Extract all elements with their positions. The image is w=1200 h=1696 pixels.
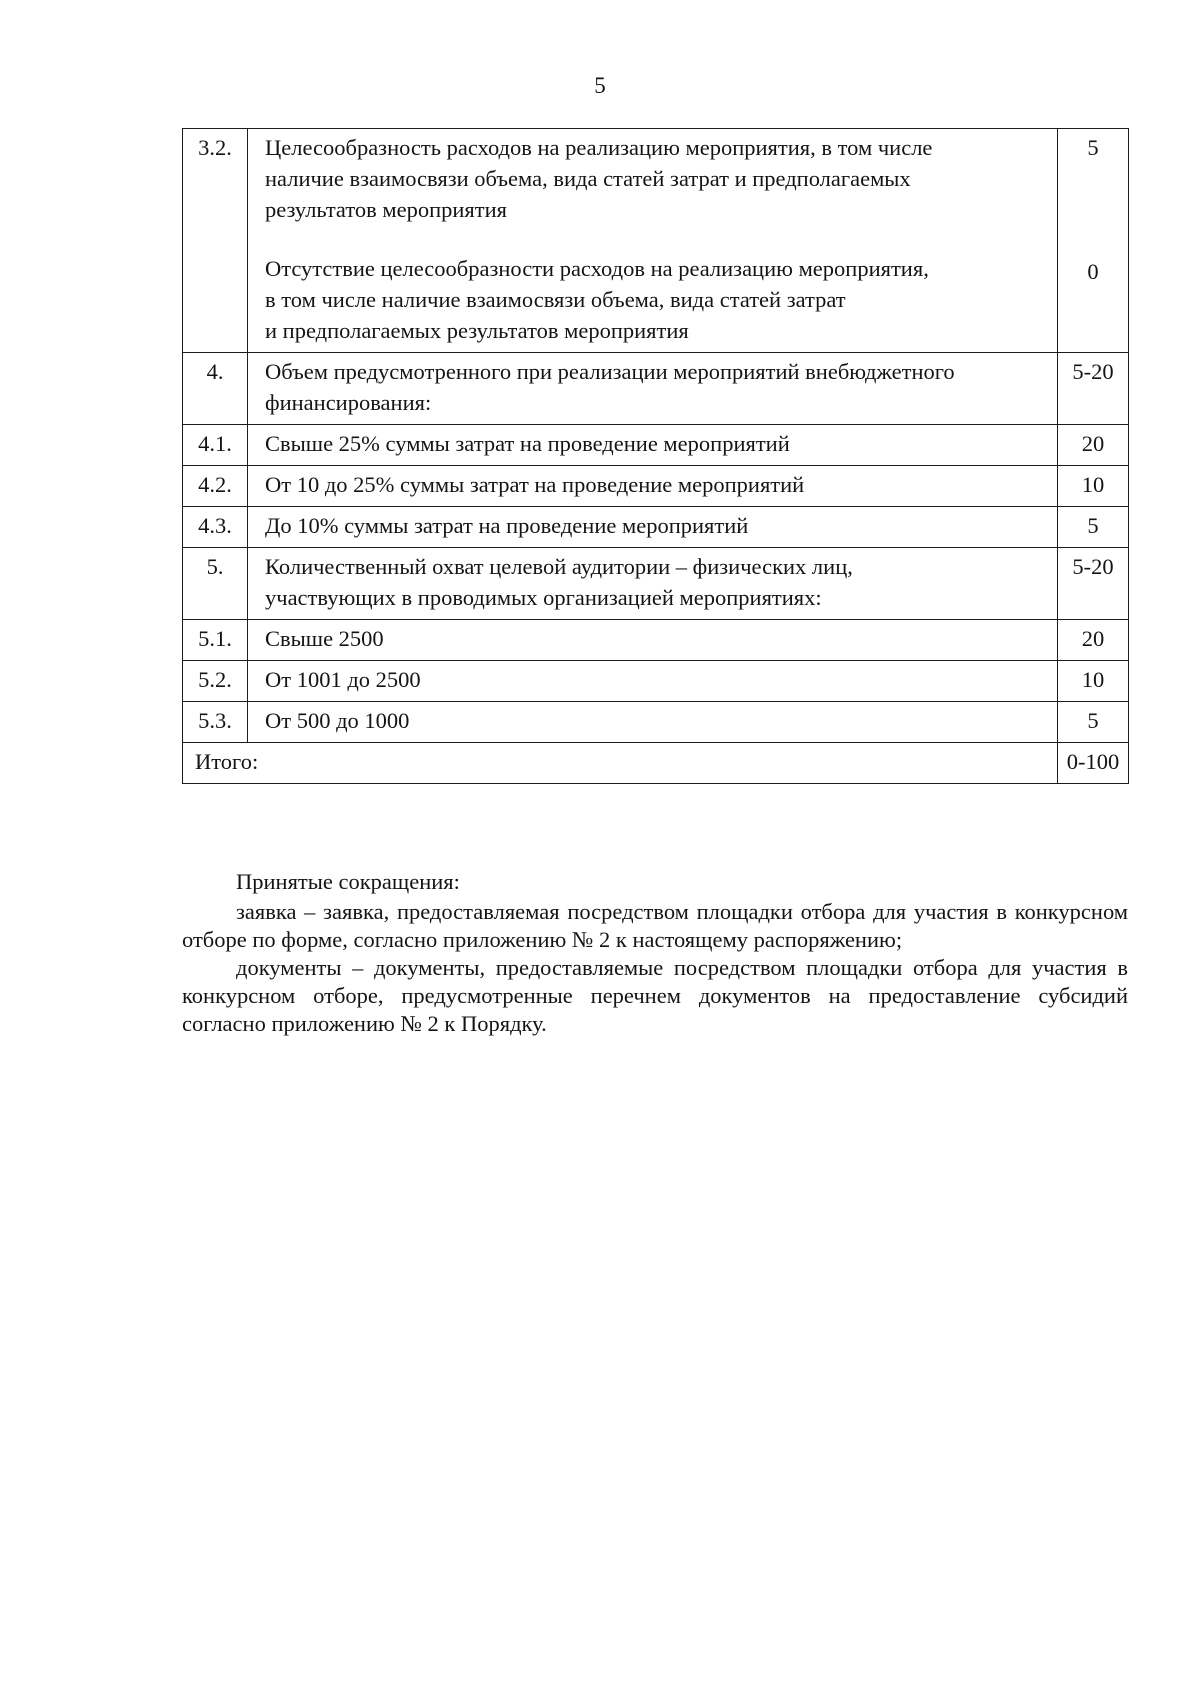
- row-text-line: участвующих в проводимых организацией мероприятиях:: [265, 585, 822, 610]
- row-subtext-line: Отсутствие целесообразности расходов на реализацию мероприятия,: [265, 256, 929, 281]
- abbreviations-section: [182, 868, 1128, 1038]
- row-score: 5-20: [1058, 353, 1129, 425]
- row-number: 5.3.: [183, 702, 248, 743]
- row-text-line: Объем предусмотренного при реализации мероприятий внебюджетного: [265, 359, 955, 384]
- row-number: 4.2.: [183, 466, 248, 507]
- row-number: 4.: [183, 353, 248, 425]
- row-text-line: наличие взаимосвязи объема, вида статей затрат и предполагаемых: [265, 166, 911, 191]
- row-text: Свыше 2500: [248, 620, 1058, 661]
- total-row: [183, 743, 1129, 784]
- abbreviations-heading: Принятые сокращения:: [236, 869, 460, 894]
- row-text-line: финансирования:: [265, 390, 432, 415]
- row-subtext-line: и предполагаемых результатов мероприятия: [265, 318, 689, 343]
- row-text: [248, 353, 1058, 425]
- row-score: 10: [1058, 661, 1129, 702]
- row-number: 5.2.: [183, 661, 248, 702]
- row-text-line: Целесообразность расходов на реализацию мероприятия, в том числе: [265, 135, 933, 160]
- total-score: 0-100: [1058, 743, 1129, 784]
- row-score: 5: [1058, 507, 1129, 548]
- row-text-line: результатов мероприятия: [265, 197, 507, 222]
- table-row: [183, 425, 1129, 466]
- row-score: 10: [1058, 466, 1129, 507]
- row-number: 5.1.: [183, 620, 248, 661]
- row-subtext-line: в том числе наличие взаимосвязи объема, вида статей затрат: [265, 287, 846, 312]
- row-text: Свыше 25% суммы затрат на проведение мероприятий: [248, 425, 1058, 466]
- table-row: [183, 129, 1129, 353]
- score-value: 5: [1087, 135, 1099, 160]
- row-score: 20: [1058, 425, 1129, 466]
- abbreviation-paragraph: заявка – заявка, предоставляемая посредством площадки отбора для участия в конкурсном отборе по форме, согласно приложению № 2 к настоящему распоряжению;: [182, 899, 1128, 952]
- row-text: До 10% суммы затрат на проведение мероприятий: [248, 507, 1058, 548]
- row-number: 4.3.: [183, 507, 248, 548]
- row-number: 3.2.: [183, 129, 248, 353]
- row-text-line: Количественный охват целевой аудитории – физических лиц,: [265, 554, 853, 579]
- table-row: [183, 507, 1129, 548]
- row-score: 5-20: [1058, 548, 1129, 620]
- abbreviation-paragraph: документы – документы, предоставляемые посредством площадки отбора для участия в конкурсном отборе, предусмотренные перечнем документов на предоставление субсидий согласно приложению № 2 к Порядку.: [182, 955, 1128, 1036]
- total-label: Итого:: [183, 743, 1058, 784]
- sub-score-value: 0: [1087, 259, 1099, 284]
- row-score: 20: [1058, 620, 1129, 661]
- table-row: [183, 548, 1129, 620]
- row-number: 4.1.: [183, 425, 248, 466]
- table-row: [183, 466, 1129, 507]
- table-row: [183, 353, 1129, 425]
- row-text: От 500 до 1000: [248, 702, 1058, 743]
- table-row: [183, 661, 1129, 702]
- row-text: [248, 129, 1058, 353]
- row-text: От 1001 до 2500: [248, 661, 1058, 702]
- row-score: [1058, 129, 1129, 353]
- page-number: 5: [594, 73, 606, 98]
- row-number: 5.: [183, 548, 248, 620]
- table-row: [183, 620, 1129, 661]
- table-row: [183, 702, 1129, 743]
- row-text: От 10 до 25% суммы затрат на проведение мероприятий: [248, 466, 1058, 507]
- row-score: 5: [1058, 702, 1129, 743]
- criteria-table: [182, 128, 1129, 784]
- row-text: [248, 548, 1058, 620]
